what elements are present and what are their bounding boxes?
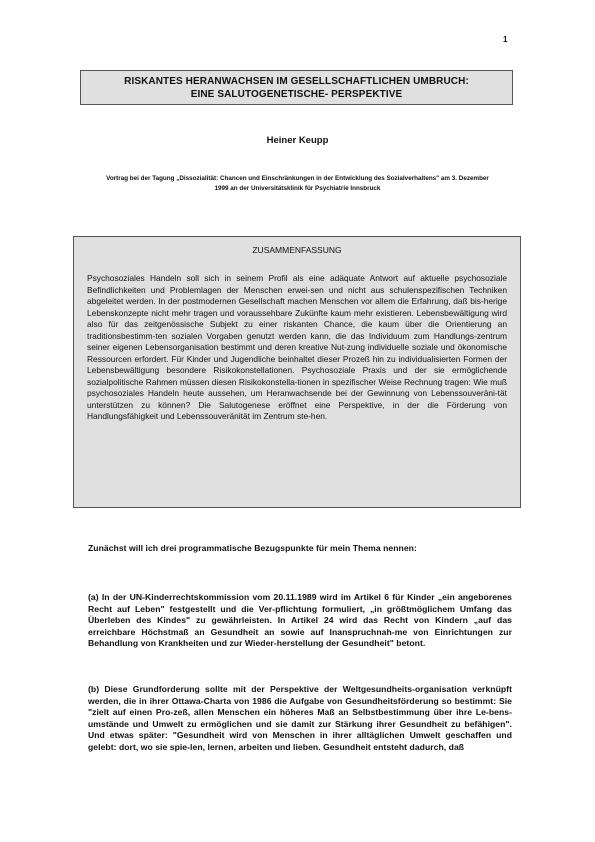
paragraph-b: (b) Diese Grundforderung sollte mit der Perspektive der Weltgesundheits-organisation verknüpft werden, die in ihrer Ottawa-Charta von 1986 die Aufgabe von Gesundheitsförderung so bestimmt: Sie "zielt auf einen Pro-zeß, allen Menschen ein höheres Maß an Selbstbestimmung über ihre Le-bens-umstände und Umwelt zu ermöglichen und sie damit zur Stärkung ihrer Gesundheit zu befähigen". Und etwas später: "Gesundheit wird von Menschen in ihrer alltäglichen Umwelt geschaffen und gelebt: dort, wo sie spie-len, lernen, arbeiten und lieben. Gesundheit entsteht dadurch, daß [88, 684, 512, 752]
summary-heading: ZUSAMMENFASSUNG [252, 245, 342, 255]
author-name: Heiner Keupp [266, 135, 329, 146]
summary-box [73, 236, 521, 508]
title-line-1: RISKANTES HERANWACHSEN IM GESELLSCHAFTLICHEN UMBRUCH: [124, 76, 469, 87]
title-line-2: EINE SALUTOGENETISCHE- PERSPEKTIVE [190, 89, 403, 100]
summary-text: Psychosoziales Handeln soll sich in seinem Profil als eine adäquate Antwort auf aktuelle psychosoziale Befindlichkeiten und Problemlagen der Menschen erwei-sen und nicht aus schulenspezifischen Techniken abgeleitet werden. In der postmodernen Gesellschaft machen Menschen vor allem die Erfahrung, daß bis-herige Lebenskonzepte nicht mehr tragen und voraussehbare Zukünfte kaum mehr existieren. Lebensbewältigung wird also für das zeitgenössische Subjekt zu einer riskanten Chance, die kaum über die Orientierung an traditionsbestimm-ten sozialen Vorgaben genutzt werden kann, die das Individuum zum Handlungs-zentrum seiner eigenen Lebensorganisation bestimmt und deren kreative Nut-zung individuelle soziale und ökonomische Ressourcen erfordert. Für Kinder und Jugendliche beinhaltet dieser Prozeß hin zu individualisierten Formen der Lebensbewältigung besondere Risikokonstellationen. Psychosoziale Praxis und der sie ermöglichende sozialpolitische Rahmen müssen diesen Risikokonstella-tionen in spezifischer Weise Rechnung tragen: Wie muß psychosoziales Handeln heute aussehen, um Heranwachsende bei der Gewinnung von Lebenssouveräni-tät unterstützen zu können? Die Salutogenese eröffnet eine Perspektive, in der die Förderung von Handlungsfähigkeit und Lebenssouveränität im Zentrum ste-hen. [87, 273, 507, 421]
intro-paragraph: Zunächst will ich drei programmatische Bezugspunkte für mein Thema nennen: [88, 543, 417, 553]
title-box [80, 70, 513, 105]
page-number: 1 [503, 35, 508, 44]
talk-subtitle: Vortrag bei der Tagung „Dissozialität: Chancen und Einschränkungen in der Entwicklung des Sozialverhaltens" am 3. Dezember 1999 an der Universitätsklinik für Psychiatrie Innsbruck [106, 175, 489, 192]
paragraph-a: (a) In der UN-Kinderrechtskommission vom 20.11.1989 wird im Artikel 6 für Kinder „ein angeborenes Recht auf Leben" festgestellt und die Ver-pflichtung formuliert, „in größtmöglichem Umfang das Überleben des Kindes" zu gewährleisten. In Artikel 24 wird das Recht von Kindern „auf das erreichbare Höchstmaß an Gesundheit an sowie auf Inanspruchnah-me von Einrichtungen zur Behandlung von Krankheiten und zur Wieder-herstellung der Gesundheit" betont. [88, 592, 512, 649]
